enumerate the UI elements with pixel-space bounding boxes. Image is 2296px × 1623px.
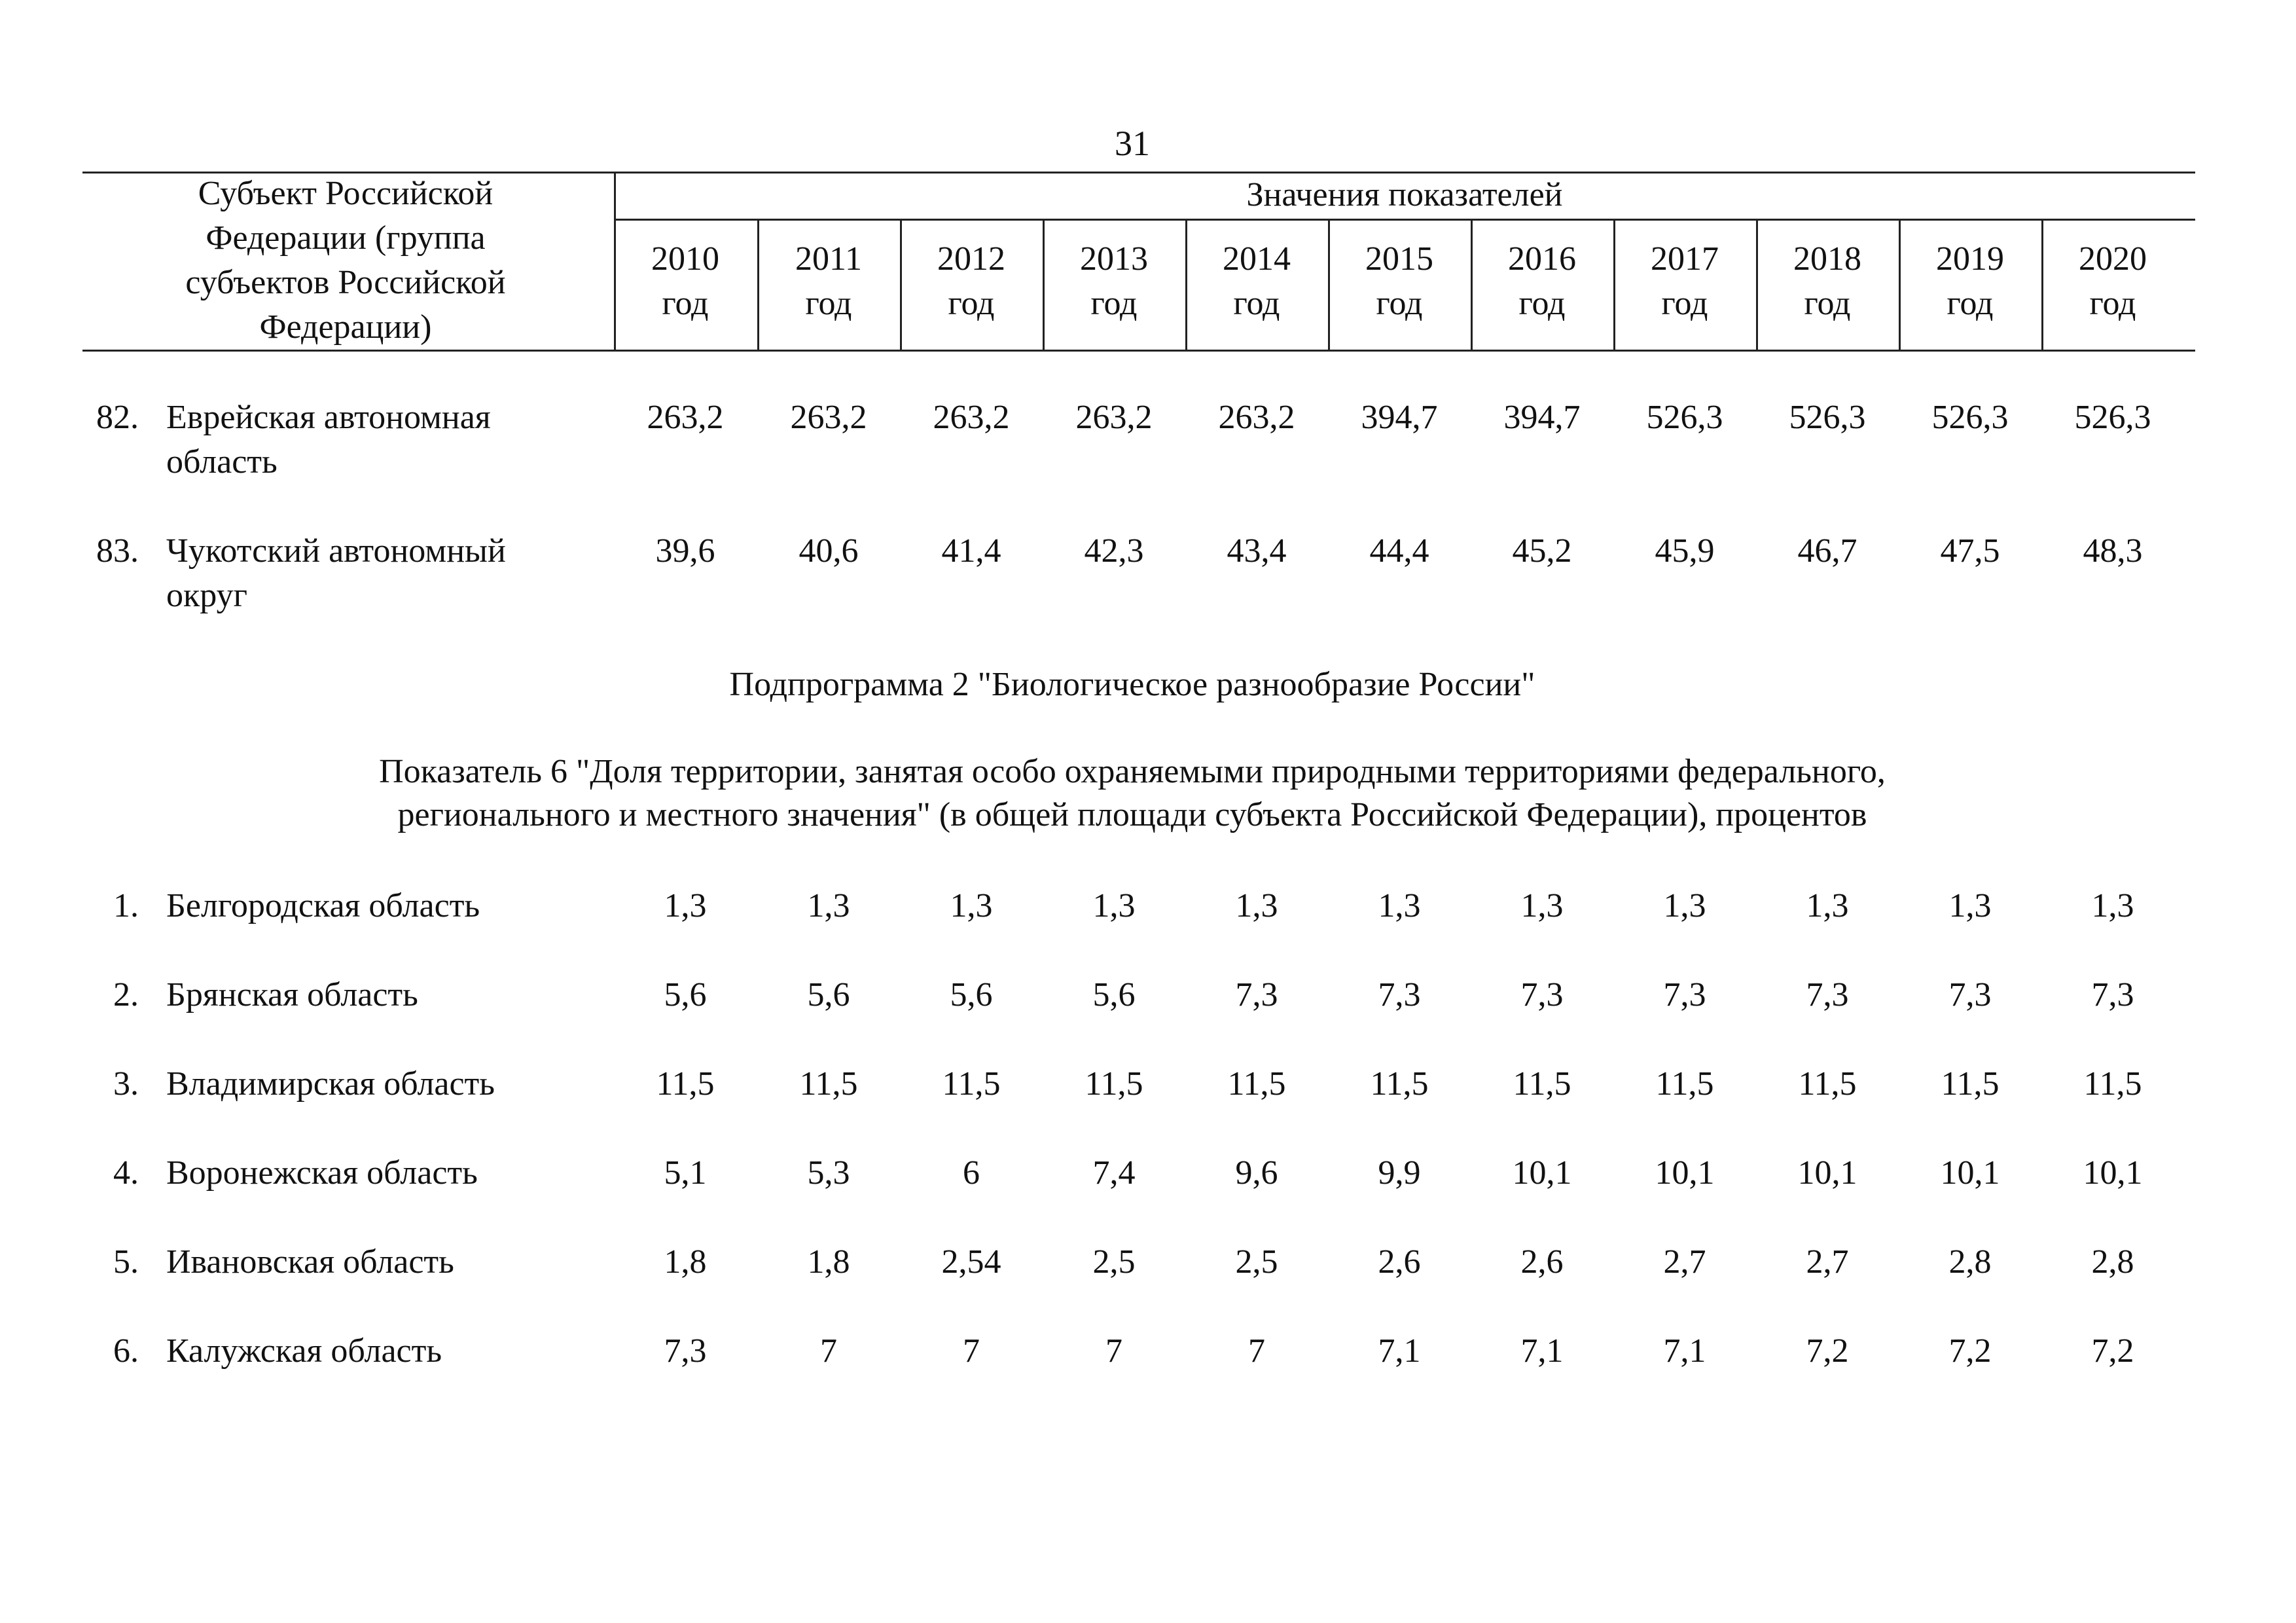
value-cell: 6: [963, 1154, 980, 1192]
value-cell: 2,5: [1235, 1243, 1278, 1281]
value-cell: 10,1: [2083, 1154, 2143, 1192]
year-column-header: [900, 237, 1043, 326]
year-column-header: [757, 237, 900, 326]
value-cell: 1,3: [1948, 887, 1992, 924]
value-cell: 10,1: [1797, 1154, 1857, 1192]
value-cell: 1,3: [664, 887, 707, 924]
subject-header-line: Федерации): [259, 308, 432, 346]
year-column-header: [1185, 237, 1328, 326]
value-cell: 9,9: [1378, 1154, 1421, 1192]
value-cell: 11,5: [1941, 1065, 2000, 1103]
value-cell: 7: [1248, 1332, 1265, 1370]
value-cell: 40,6: [798, 532, 859, 570]
year-suffix: год: [948, 285, 995, 322]
year-value: 2015: [1365, 240, 1433, 278]
year-suffix: год: [1090, 285, 1138, 322]
year-column-header: [1328, 237, 1471, 326]
value-cell: 7,1: [1520, 1332, 1564, 1370]
value-cell: 526,3: [1789, 399, 1866, 436]
year-column-header: [1471, 237, 1613, 326]
value-cell: 7: [1105, 1332, 1122, 1370]
subject-header-line: Субъект Российской: [198, 175, 493, 212]
value-cell: 7,2: [1948, 1332, 1992, 1370]
row-number: 82.: [96, 399, 139, 436]
value-cell: 7,3: [1948, 976, 1992, 1013]
page-number: 31: [1115, 124, 1150, 163]
subject-column-header: [84, 172, 607, 350]
value-cell: 2,7: [1806, 1243, 1849, 1281]
value-cell: 44,4: [1369, 532, 1429, 570]
year-column-header: [1756, 237, 1899, 326]
value-cell: 5,6: [664, 976, 707, 1013]
year-suffix: год: [662, 285, 709, 322]
year-column-header: [614, 237, 757, 326]
value-cell: 7,2: [1806, 1332, 1849, 1370]
value-cell: 5,6: [1092, 976, 1136, 1013]
row-number: 2.: [113, 976, 139, 1013]
value-cell: 263,2: [790, 399, 867, 436]
year-column-header: [1043, 237, 1185, 326]
value-cell: 7,2: [2091, 1332, 2134, 1370]
value-cell: 394,7: [1361, 399, 1438, 436]
value-cell: 7,3: [1806, 976, 1849, 1013]
value-cell: 263,2: [933, 399, 1010, 436]
row-number: 3.: [113, 1065, 139, 1103]
value-cell: 2,54: [941, 1243, 1001, 1281]
value-cell: 7: [963, 1332, 980, 1370]
year-value: 2019: [1936, 240, 2004, 278]
values-header-divider: [614, 219, 2195, 221]
region-name: Владимирская область: [166, 1065, 495, 1103]
value-cell: 2,5: [1092, 1243, 1136, 1281]
region-name: Калужская область: [166, 1332, 442, 1370]
value-cell: 7,3: [664, 1332, 707, 1370]
row-number: 1.: [113, 887, 139, 924]
value-cell: 47,5: [1940, 532, 2000, 570]
row-number: 6.: [113, 1332, 139, 1370]
value-cell: 11,5: [799, 1065, 858, 1103]
value-cell: 11,5: [1370, 1065, 1429, 1103]
value-cell: 11,5: [656, 1065, 715, 1103]
value-cell: 1,3: [1806, 887, 1849, 924]
value-cell: 7,4: [1092, 1154, 1136, 1192]
year-value: 2012: [937, 240, 1005, 278]
year-suffix: год: [1518, 285, 1566, 322]
region-name: Ивановская область: [166, 1243, 454, 1281]
value-cell: 5,1: [664, 1154, 707, 1192]
value-cell: 11,5: [1085, 1065, 1143, 1103]
value-cell: 2,6: [1378, 1243, 1421, 1281]
value-cell: 7,1: [1663, 1332, 1706, 1370]
value-cell: 45,2: [1512, 532, 1572, 570]
value-cell: 11,5: [1798, 1065, 1857, 1103]
region-name: [166, 529, 611, 618]
value-cell: 2,8: [2091, 1243, 2134, 1281]
year-value: 2017: [1651, 240, 1719, 278]
year-column-header: [1613, 237, 1756, 326]
value-cell: 11,5: [1513, 1065, 1571, 1103]
year-value: 2016: [1508, 240, 1576, 278]
year-suffix: год: [1946, 285, 1994, 322]
year-value: 2020: [2079, 240, 2147, 278]
value-cell: 7,3: [1520, 976, 1564, 1013]
value-cell: 263,2: [1218, 399, 1295, 436]
indicator-title: [0, 750, 2265, 837]
value-cell: 1,3: [1520, 887, 1564, 924]
row-number: 4.: [113, 1154, 139, 1192]
year-value: 2011: [795, 240, 863, 278]
value-cell: 2,7: [1663, 1243, 1706, 1281]
value-cell: 1,8: [664, 1243, 707, 1281]
value-cell: 1,3: [807, 887, 850, 924]
value-cell: 7,3: [1378, 976, 1421, 1013]
value-cell: 1,8: [807, 1243, 850, 1281]
value-cell: 2,6: [1520, 1243, 1564, 1281]
year-value: 2010: [651, 240, 719, 278]
value-cell: 11,5: [2083, 1065, 2142, 1103]
value-cell: 11,5: [942, 1065, 1001, 1103]
value-cell: 10,1: [1655, 1154, 1715, 1192]
region-name: [166, 395, 611, 484]
value-cell: 394,7: [1503, 399, 1581, 436]
region-name: Белгородская область: [166, 887, 480, 924]
value-cell: 1,3: [1663, 887, 1706, 924]
value-cell: 7: [820, 1332, 837, 1370]
region-name-line: Чукотский автономный: [166, 532, 506, 570]
value-cell: 5,3: [807, 1154, 850, 1192]
region-name-line: область: [166, 443, 278, 481]
row-number: 83.: [96, 532, 139, 570]
value-cell: 11,5: [1227, 1065, 1286, 1103]
year-suffix: год: [805, 285, 852, 322]
value-cell: 7,1: [1378, 1332, 1421, 1370]
value-cell: 46,7: [1797, 532, 1857, 570]
year-suffix: год: [1804, 285, 1851, 322]
year-value: 2013: [1080, 240, 1148, 278]
region-name: Воронежская область: [166, 1154, 478, 1192]
year-column-header: [2041, 237, 2184, 326]
value-cell: 1,3: [1378, 887, 1421, 924]
subject-header-line: Федерации (группа: [206, 219, 486, 257]
year-value: 2018: [1793, 240, 1861, 278]
value-cell: 39,6: [655, 532, 715, 570]
value-cell: 5,6: [807, 976, 850, 1013]
values-column-header: Значения показателей: [1246, 176, 1563, 213]
value-cell: 5,6: [950, 976, 993, 1013]
value-cell: 43,4: [1227, 532, 1287, 570]
value-cell: 7,3: [1235, 976, 1278, 1013]
subprogram-title: Подпрограмма 2 "Биологическое разнообразие России": [729, 666, 1535, 703]
value-cell: 11,5: [1655, 1065, 1714, 1103]
value-cell: 9,6: [1235, 1154, 1278, 1192]
value-cell: 1,3: [1092, 887, 1136, 924]
value-cell: 526,3: [1931, 399, 2009, 436]
value-cell: 1,3: [2091, 887, 2134, 924]
year-value: 2014: [1223, 240, 1291, 278]
indicator-title-line: Показатель 6 "Доля территории, занятая особо охраняемыми природными территориями федерального,: [379, 753, 1886, 790]
value-cell: 526,3: [1646, 399, 1723, 436]
indicator-title-line: регионального и местного значения" (в общей площади субъекта Российской Федерации), процентов: [397, 796, 1867, 833]
value-cell: 263,2: [1075, 399, 1153, 436]
value-cell: 10,1: [1940, 1154, 2000, 1192]
region-name: Брянская область: [166, 976, 418, 1013]
region-name-line: округ: [166, 577, 247, 614]
subject-header-line: субъектов Российской: [185, 264, 506, 301]
value-cell: 10,1: [1512, 1154, 1572, 1192]
header-bottom-border: [82, 350, 2195, 352]
value-cell: 45,9: [1655, 532, 1715, 570]
year-suffix: год: [1661, 285, 1708, 322]
value-cell: 526,3: [2074, 399, 2151, 436]
value-cell: 41,4: [941, 532, 1001, 570]
value-cell: 1,3: [1235, 887, 1278, 924]
value-cell: 1,3: [950, 887, 993, 924]
year-suffix: год: [1233, 285, 1280, 322]
value-cell: 2,8: [1948, 1243, 1992, 1281]
year-suffix: год: [1376, 285, 1423, 322]
value-cell: 7,3: [2091, 976, 2134, 1013]
value-cell: 48,3: [2083, 532, 2143, 570]
value-cell: 42,3: [1084, 532, 1144, 570]
value-cell: 263,2: [647, 399, 724, 436]
value-cell: 7,3: [1663, 976, 1706, 1013]
row-number: 5.: [113, 1243, 139, 1281]
region-name-line: Еврейская автономная: [166, 399, 491, 436]
year-column-header: [1899, 237, 2041, 326]
year-suffix: год: [2089, 285, 2136, 322]
